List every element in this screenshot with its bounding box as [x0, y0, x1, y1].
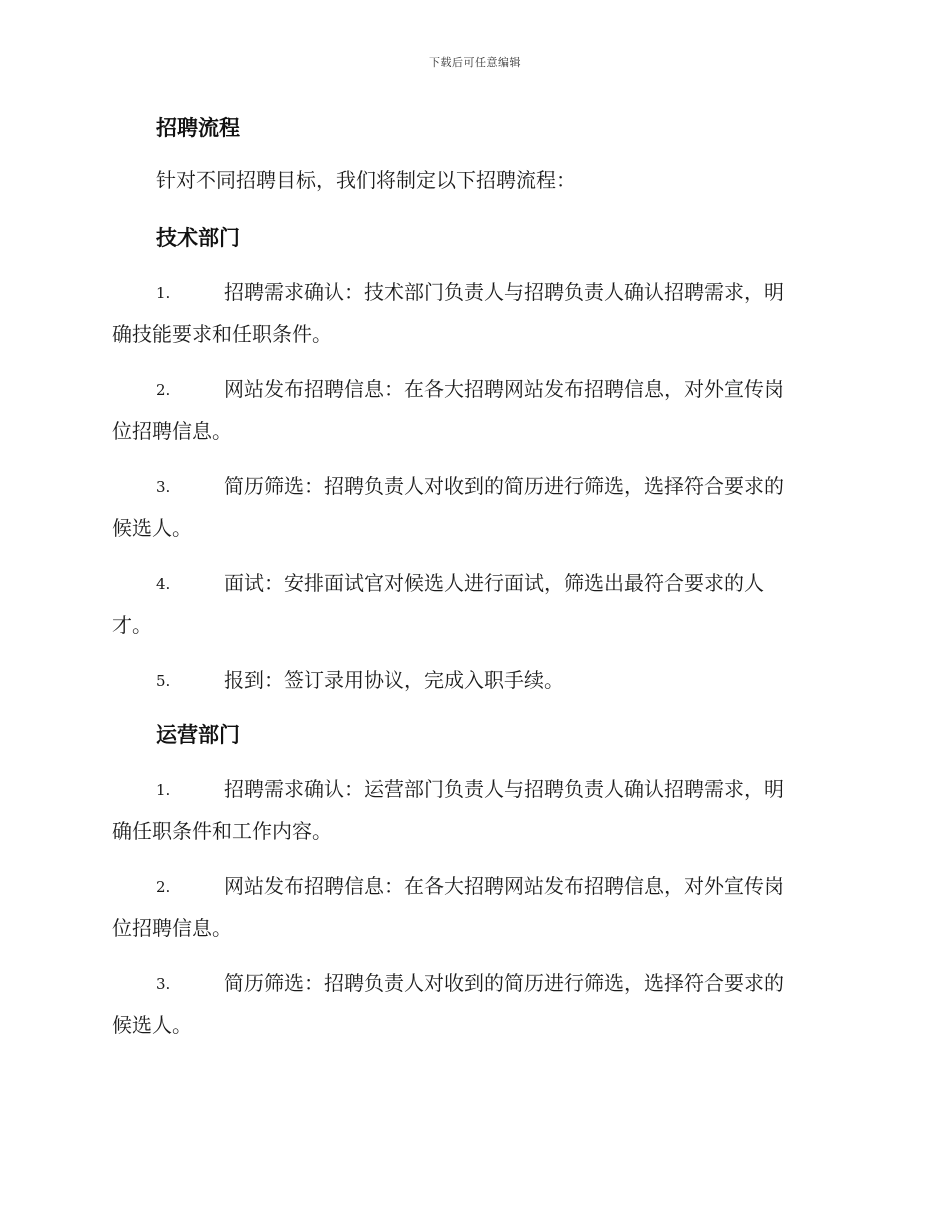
- section-title: 招聘流程: [156, 115, 240, 140]
- list-item-text-continued: 候选人。: [112, 516, 192, 540]
- list-item-number: 3.: [156, 478, 171, 496]
- list-item-text: 简历筛选：招聘负责人对收到的简历进行筛选，选择符合要求的: [224, 474, 784, 498]
- list-item-text: 网站发布招聘信息：在各大招聘网站发布招聘信息，对外宣传岗: [224, 874, 784, 898]
- list-item-number: 1.: [156, 284, 171, 302]
- list-item: [112, 968, 842, 1040]
- ops-department-heading: 运营部门: [156, 722, 240, 747]
- list-item-text-continued: 才。: [112, 613, 152, 637]
- list-item-number: 2.: [156, 381, 171, 399]
- list-item-text-continued: 确任职条件和工作内容。: [112, 819, 332, 843]
- list-item-text: 招聘需求确认：技术部门负责人与招聘负责人确认招聘需求，明: [224, 280, 784, 304]
- list-item: [112, 471, 842, 543]
- list-item-number: 5.: [156, 672, 171, 690]
- list-item: [112, 871, 842, 943]
- list-item: [112, 665, 842, 707]
- tech-department-heading: 技术部门: [156, 225, 240, 250]
- intro-paragraph: 针对不同招聘目标，我们将制定以下招聘流程：: [156, 168, 576, 192]
- list-item-number: 4.: [156, 575, 171, 593]
- list-item-text-continued: 确技能要求和任职条件。: [112, 322, 332, 346]
- list-item: [112, 277, 842, 349]
- list-item-number: 1.: [156, 781, 171, 799]
- list-item-text: 网站发布招聘信息：在各大招聘网站发布招聘信息，对外宣传岗: [224, 377, 784, 401]
- list-item-text: 报到：签订录用协议，完成入职手续。: [224, 668, 564, 692]
- list-item: [112, 374, 842, 446]
- list-item-text-continued: 位招聘信息。: [112, 419, 232, 443]
- list-item-text-continued: 位招聘信息。: [112, 916, 232, 940]
- list-item-text-continued: 候选人。: [112, 1013, 192, 1037]
- list-item-number: 2.: [156, 878, 171, 896]
- list-item-text: 招聘需求确认：运营部门负责人与招聘负责人确认招聘需求，明: [224, 777, 784, 801]
- list-item-text: 简历筛选：招聘负责人对收到的简历进行筛选，选择符合要求的: [224, 971, 784, 995]
- list-item-text: 面试：安排面试官对候选人进行面试，筛选出最符合要求的人: [224, 571, 764, 595]
- list-item: [112, 568, 842, 640]
- header-note: 下载后可任意编辑: [429, 56, 521, 69]
- list-item: [112, 774, 842, 846]
- list-item-number: 3.: [156, 975, 171, 993]
